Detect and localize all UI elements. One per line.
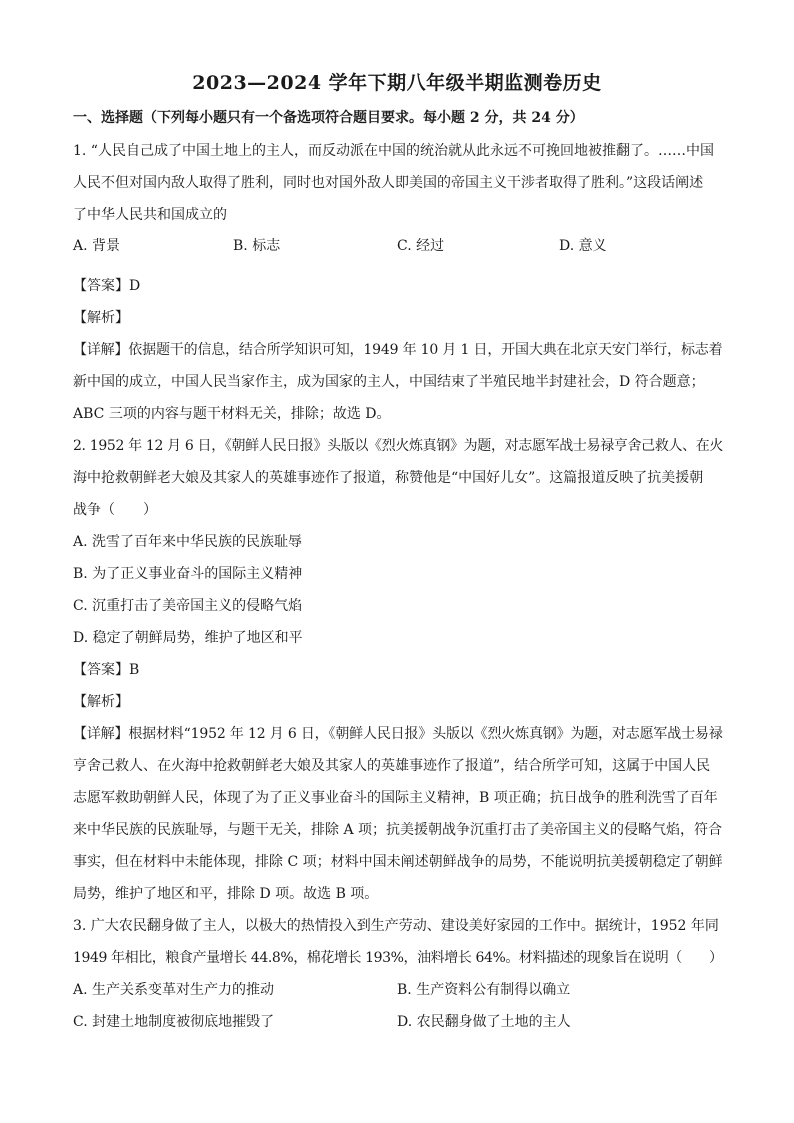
q3-option-b: B. 生产资料公有制得以确立 [397, 982, 571, 998]
q1-stem-line-2: 人民不但对国内敌人取得了胜利，同时也对国外敌人即美国的帝国主义干涉者取得了胜利。”这段话阐述 [73, 175, 704, 191]
q3-option-d: D. 农民翻身做了土地的主人 [397, 1014, 571, 1030]
q1-detail-line-1: 【详解】依据题干的信息，结合所学知识可知，1949 年 10 月 1 日，开国大典在北京天安门举行，标志着 [73, 342, 723, 358]
q2-option-c: C. 沉重打击了美帝国主义的侵略气焰 [73, 598, 303, 614]
q2-detail-line-3: 志愿军救助朝鲜人民，体现了为了正义事业奋斗的国际主义精神，B 项正确；抗日战争的胜利洗雪了百年 [73, 790, 718, 806]
q2-stem-line-1: 2. 1952 年 12 月 6 日，《朝鲜人民日报》头版以《烈火炼真钢》为题，对志愿军战士易禄亨舍己救人、在火 [73, 438, 724, 454]
q3-stem-line-1: 3. 广大农民翻身做了主人，以极大的热情投入到生产劳动、建设美好家园的工作中。据统计，1952 年同 [73, 918, 719, 934]
q3-option-a: A. 生产关系变革对生产力的推动 [73, 982, 275, 998]
q2-answer: 【答案】B [73, 662, 140, 678]
q2-detail-line-1: 【详解】根据材料“1952 年 12 月 6 日，《朝鲜人民日报》头版以《烈火炼真钢》为题，对志愿军战士易禄 [73, 726, 723, 742]
q2-detail-line-4: 来中华民族的民族耻辱，与题干无关，排除 A 项；抗美援朝战争沉重打击了美帝国主义的侵略气焰，符合 [73, 822, 723, 838]
q2-stem-line-3: 战争（ ） [73, 502, 157, 518]
q2-option-b: B. 为了正义事业奋斗的国际主义精神 [73, 566, 303, 582]
q1-option-d: D. 意义 [559, 238, 607, 254]
q2-detail-line-5: 事实，但在材料中未能体现，排除 C 项；材料中国未阐述朝鲜战争的局势，不能说明抗美援朝稳定了朝鲜 [73, 854, 723, 870]
q2-option-d: D. 稳定了朝鲜局势，维护了地区和平 [73, 630, 303, 646]
q1-answer: 【答案】D [73, 278, 141, 294]
q1-stem-line-1: 1. “人民自己成了中国土地上的主人，而反动派在中国的统治就从此永远不可挽回地被推翻了。……中国 [73, 143, 714, 159]
q1-stem-line-3: 了中华人民共和国成立的 [73, 207, 227, 223]
q2-option-a: A. 洗雪了百年来中华民族的民族耻辱 [73, 534, 303, 550]
section-header: 一、选择题（下列每小题只有一个备选项符合题目要求。每小题 2 分，共 24 分） [73, 110, 584, 126]
q3-stem-line-2: 1949 年相比，粮食产量增长 44.8%，棉花增长 193%，油料增长 64%。材料描述的现象旨在说明（ ） [73, 950, 723, 966]
q2-stem-line-2: 海中抢救朝鲜老大娘及其家人的英雄事迹作了报道，称赞他是“中国好儿女”。这篇报道反映了抗美援朝 [73, 470, 704, 486]
q2-detail-line-6: 局势，维护了地区和平，排除 D 项。故选 B 项。 [73, 886, 379, 902]
page-title: 2023—2024 学年下期八年级半期监测卷历史 [192, 72, 602, 94]
q2-detail-line-2: 亨舍己救人、在火海中抢救朝鲜老大娘及其家人的英雄事迹作了报道”，结合所学可知，这属于中国人民 [73, 758, 711, 774]
q1-detail-line-3: ABC 三项的内容与题干材料无关，排除；故选 D。 [73, 406, 391, 422]
q1-option-c: C. 经过 [397, 238, 445, 254]
q2-analysis-label: 【解析】 [73, 694, 129, 710]
q1-analysis-label: 【解析】 [73, 310, 129, 326]
q1-option-a: A. 背景 [73, 238, 121, 254]
q1-option-b: B. 标志 [233, 238, 281, 254]
q1-detail-line-2: 新中国的成立，中国人民当家作主，成为国家的主人，中国结束了半殖民地半封建社会，D 符合题意； [73, 374, 705, 390]
q3-option-c: C. 封建土地制度被彻底地摧毁了 [73, 1014, 275, 1030]
